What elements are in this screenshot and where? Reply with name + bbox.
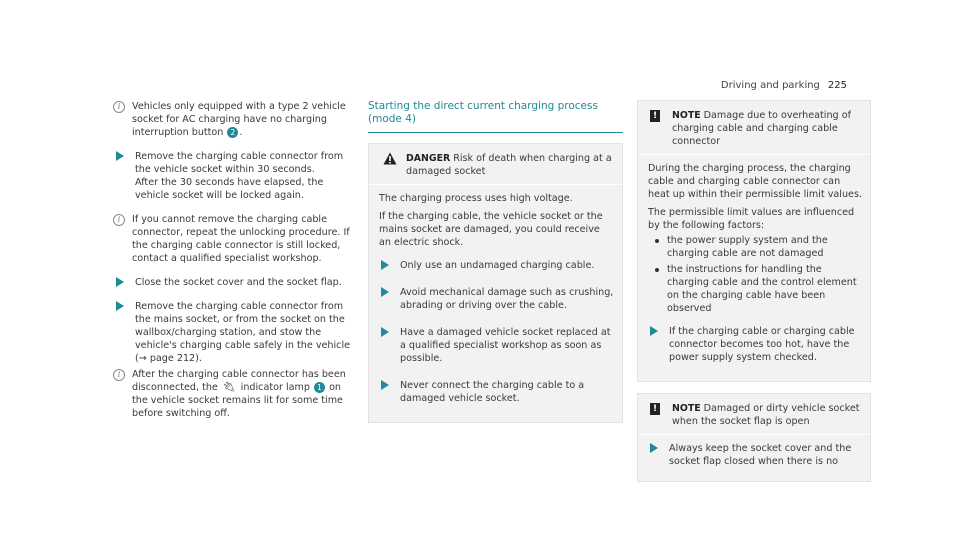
info-text: Vehicles only equipped with a type 2 vehicle socket for AC charging have no charging interruption button 2 . bbox=[132, 101, 346, 138]
note-headline: NOTE Damaged or dirty vehicle socket when the socket flap is open bbox=[672, 403, 860, 427]
bullet-icon bbox=[655, 239, 659, 243]
step-text: Always keep the socket cover and the socket flap closed when there is no bbox=[669, 443, 852, 467]
instruction-step bbox=[648, 442, 862, 473]
note-text: The permissible limit values are influenced by the following factors: bbox=[648, 207, 855, 231]
exclamation-icon: ! bbox=[650, 403, 660, 415]
step-text: Close the socket cover and the socket flap. bbox=[135, 277, 342, 288]
info-text: After the charging cable connector has been disconnected, the 🔌︎ indicator lamp 1 on the vehicle socket remains lit for some time before switching off. bbox=[132, 369, 346, 419]
danger-text: If the charging cable, the vehicle socket or the mains socket are damaged, you could receive an electric shock. bbox=[379, 211, 603, 248]
step-text: Remove the charging cable connector from the vehicle socket within 30 seconds. After the 30 seconds have elapsed, the vehicle socket will be locked again. bbox=[135, 151, 344, 201]
list-item: the power supply system and the charging cable are not damaged bbox=[648, 234, 862, 260]
note-body bbox=[638, 154, 870, 381]
note-box bbox=[637, 100, 871, 382]
step-text: Have a damaged vehicle socket replaced at a qualified specialist workshop as soon as possible. bbox=[400, 327, 611, 364]
step-text: Remove the charging cable connector from the mains socket, or from the socket on the wallbox/charging station, and stow the vehicle's charging cable safely in the vehicle (→ page 212). bbox=[135, 301, 351, 364]
note-keyword: NOTE bbox=[672, 403, 701, 414]
info-icon: i bbox=[113, 369, 125, 381]
list-item: the instructions for handling the charging cable and the control element on the charging cable have been observed bbox=[648, 263, 862, 315]
title-rule bbox=[368, 132, 623, 133]
instruction-step bbox=[379, 379, 614, 410]
arrow-right-icon bbox=[381, 327, 389, 337]
arrow-right-icon bbox=[650, 326, 658, 336]
step-text: Avoid mechanical damage such as crushing, abrading or driving over the cable. bbox=[400, 287, 614, 311]
info-note bbox=[113, 368, 353, 420]
step-text: Never connect the charging cable to a damaged vehicle socket. bbox=[400, 380, 585, 404]
step-text: Only use an undamaged charging cable. bbox=[400, 260, 595, 271]
info-icon: i bbox=[113, 101, 125, 113]
bullet-icon bbox=[655, 268, 659, 272]
instruction-step bbox=[379, 259, 614, 277]
info-icon: i bbox=[113, 214, 125, 226]
header-section: Driving and parking bbox=[720, 80, 820, 91]
arrow-right-icon bbox=[650, 443, 658, 453]
note-text: During the charging process, the charging cable and charging cable connector can heat up within their permissible limit values. bbox=[648, 163, 862, 200]
number-badge: 1 bbox=[314, 382, 325, 393]
instruction-step bbox=[113, 300, 353, 365]
arrow-right-icon bbox=[116, 301, 124, 311]
arrow-right-icon bbox=[381, 287, 389, 297]
instruction-step bbox=[113, 276, 353, 289]
info-text: If you cannot remove the charging cable connector, repeat the unlocking procedure. If the charging cable connector is still locked, contact a qualified specialist workshop. bbox=[132, 214, 350, 264]
note-box bbox=[637, 393, 871, 482]
info-note bbox=[113, 100, 353, 139]
step-text: If the charging cable or charging cable connector becomes too hot, have the power supply system checked. bbox=[669, 326, 855, 363]
danger-body bbox=[369, 184, 622, 422]
page-header bbox=[721, 79, 847, 92]
note-header bbox=[638, 394, 870, 434]
danger-header bbox=[369, 144, 622, 184]
warning-triangle-icon bbox=[383, 152, 397, 165]
arrow-right-icon bbox=[116, 277, 124, 287]
column-right bbox=[637, 100, 871, 482]
danger-keyword: DANGER bbox=[406, 153, 451, 164]
instruction-step bbox=[113, 150, 353, 202]
page-number: 225 bbox=[827, 80, 847, 91]
instruction-step bbox=[379, 286, 614, 317]
note-body bbox=[638, 434, 870, 481]
number-badge: 2 bbox=[227, 127, 238, 138]
arrow-right-icon bbox=[381, 260, 389, 270]
danger-headline: DANGER Risk of death when charging at a damaged socket bbox=[406, 153, 612, 177]
instruction-step bbox=[648, 325, 862, 369]
arrow-right-icon bbox=[116, 151, 124, 161]
bullet-list bbox=[648, 234, 862, 315]
note-keyword: NOTE bbox=[672, 110, 701, 121]
exclamation-icon: ! bbox=[650, 110, 660, 122]
note-headline: NOTE Damage due to overheating of charging cable and charging cable connector bbox=[672, 110, 851, 147]
instruction-step bbox=[379, 326, 614, 370]
info-note bbox=[113, 213, 353, 265]
danger-box bbox=[368, 143, 623, 423]
column-left bbox=[113, 100, 353, 431]
charging-lock-lamp-icon: 🔌︎ bbox=[222, 382, 236, 393]
section-title: Starting the direct current charging process (mode 4) bbox=[368, 100, 598, 125]
danger-text: The charging process uses high voltage. bbox=[379, 193, 573, 204]
note-header bbox=[638, 101, 870, 154]
arrow-right-icon bbox=[381, 380, 389, 390]
column-middle bbox=[368, 100, 623, 423]
